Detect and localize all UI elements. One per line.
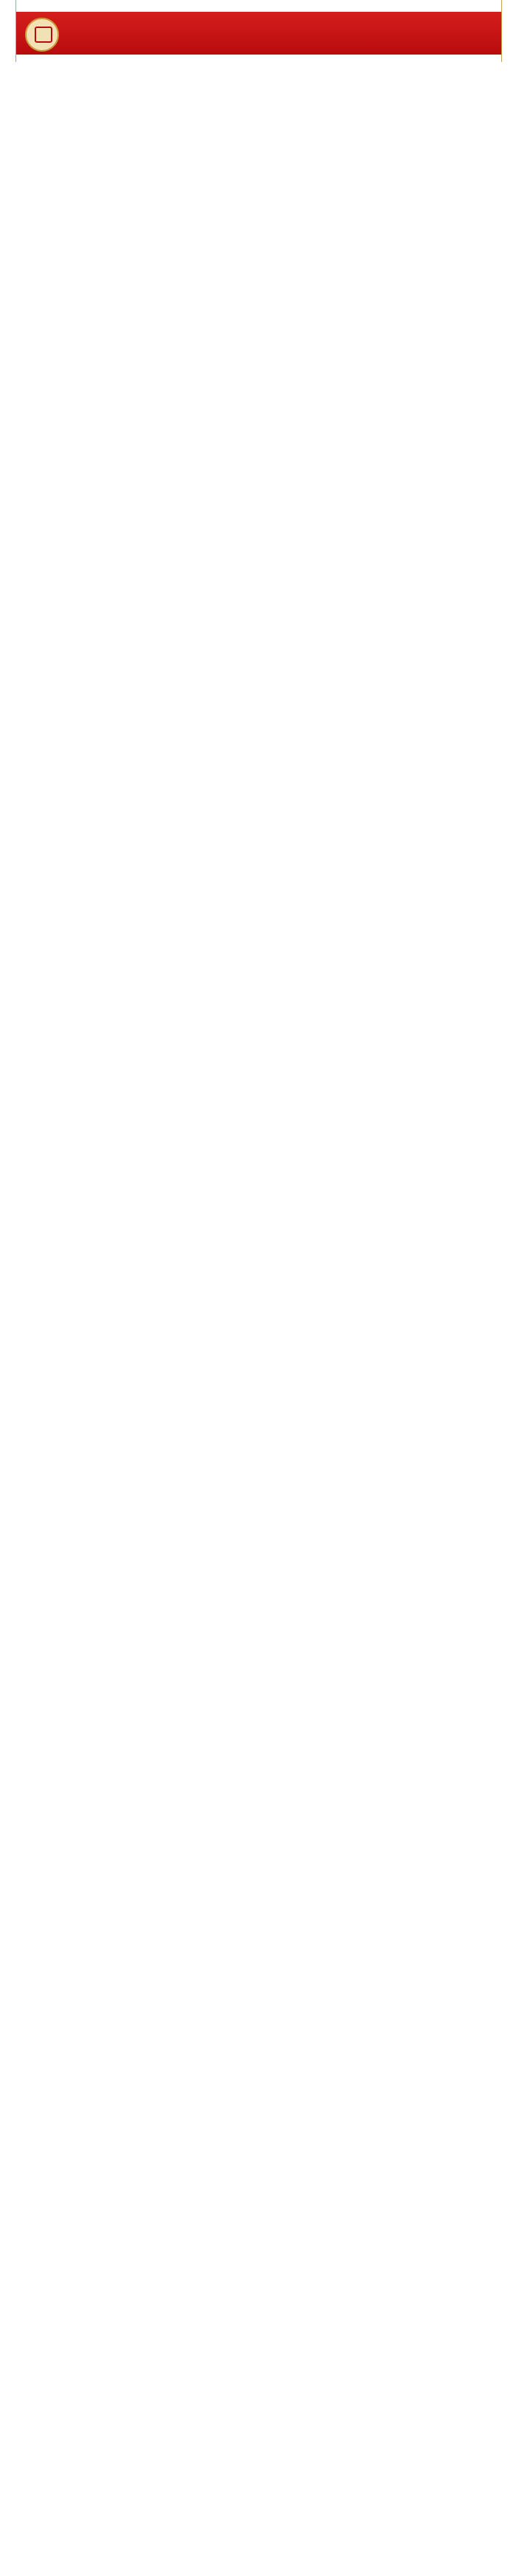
emblem-icon (25, 18, 59, 52)
section-banner (16, 12, 501, 55)
scholarship-list-page (15, 0, 502, 62)
